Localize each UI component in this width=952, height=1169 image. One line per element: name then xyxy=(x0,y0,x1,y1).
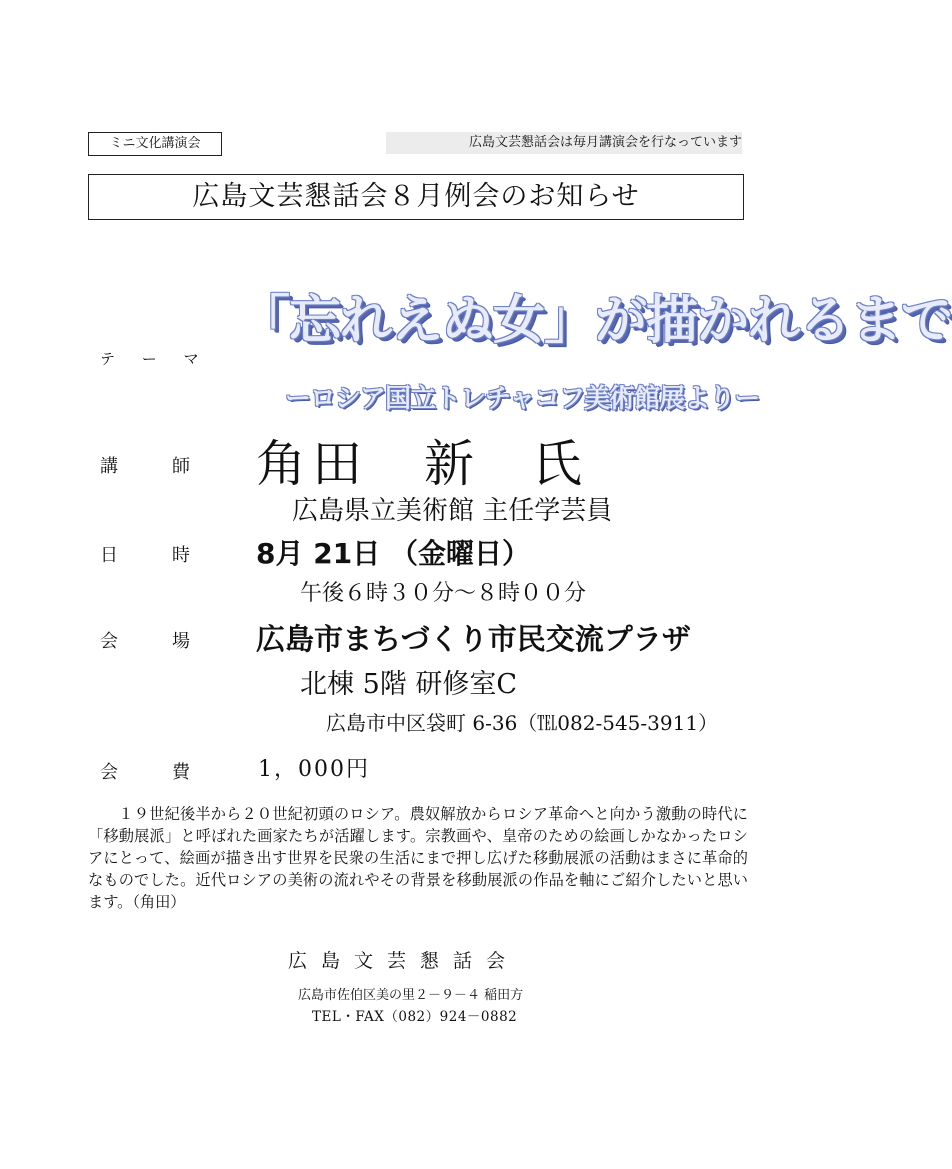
event-time: 午後６時３０分～８時００分 xyxy=(300,581,587,606)
event-description: １９世紀後半から２０世紀初頭のロシア。農奴解放からロシア革命へと向かう激動の時代に「移動展派」と呼ばれた画家たちが活躍します。宗教画や、皇帝のための絵画しかなかったロシアにとって、絵画が描き出す世界を民衆の生活にまで押し広げた移動展派の活動はまさに革命的なものでした。近代ロシアの美術の流れやその背景を移動展派の作品を軸にご紹介したいと思います。（角田） xyxy=(88,805,748,911)
theme-title: 「忘れえぬ女」が描かれるまで xyxy=(238,291,952,351)
organizer-tel: TEL・FAX（082）924－0882 xyxy=(312,1009,518,1025)
event-date: 8月 21日 （金曜日） xyxy=(256,537,530,570)
fee-amount: 1，000円 xyxy=(258,757,370,782)
header-note: 広島文芸懇話会は毎月講演会を行なっています xyxy=(386,132,742,154)
organizer-address: 広島市佐伯区美の里２－９－４ 稲田方 xyxy=(298,988,524,1003)
organizer-name: 広島文芸懇話会 xyxy=(288,950,520,972)
fee-label: 会 費 xyxy=(100,762,190,783)
venue-name: 広島市まちづくり市民交流プラザ xyxy=(256,622,691,656)
datetime-label: 日 時 xyxy=(100,545,190,566)
theme-label: テ ー マ xyxy=(100,350,199,368)
venue-room: 北棟 5階 研修室C xyxy=(300,669,518,700)
venue-address: 広島市中区袋町 6-36（℡082-545-3911） xyxy=(326,711,719,735)
event-series-tag: ミニ文化講演会 xyxy=(88,132,222,156)
lecturer-label: 講 師 xyxy=(100,456,190,477)
theme-subtitle: ーロシア国立トレチャコフ美術館展よりー xyxy=(285,384,760,414)
lecturer-name: 角田 新 氏 xyxy=(256,435,588,493)
venue-label: 会 場 xyxy=(100,631,190,652)
lecturer-affiliation: 広島県立美術館 主任学芸員 xyxy=(292,496,613,526)
page-title: 広島文芸懇話会８月例会のお知らせ xyxy=(88,174,744,220)
